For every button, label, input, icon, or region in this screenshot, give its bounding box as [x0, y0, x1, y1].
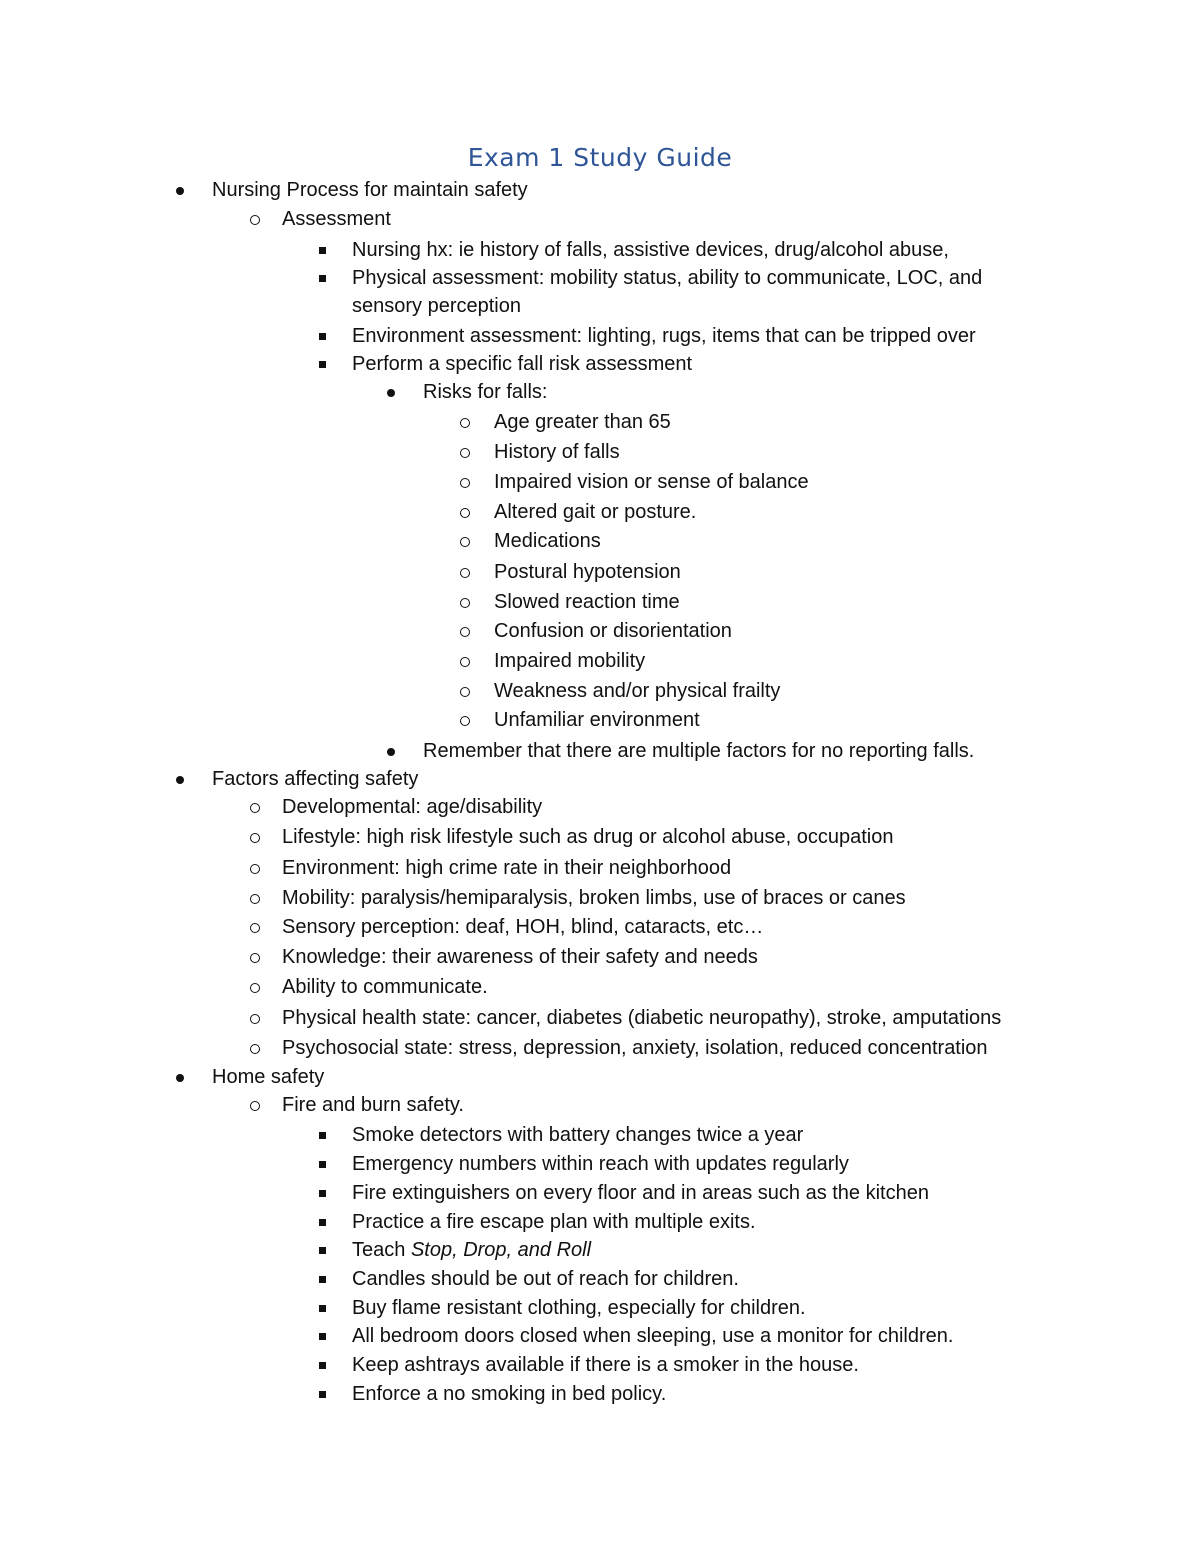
- list-item-text: Environment: high crime rate in their neighborhood: [282, 857, 732, 879]
- filled-circle-bullet-icon: [381, 736, 401, 766]
- square-bullet-icon: [312, 1120, 332, 1150]
- list-item-text: Unfamiliar environment: [494, 709, 700, 731]
- list-item-text: Fire and burn safety.: [282, 1094, 464, 1116]
- hollow-circle-bullet-icon: [245, 792, 265, 822]
- hollow-circle-bullet-icon: [245, 822, 265, 852]
- list-item-text: Remember that there are multiple factors for no reporting falls.: [423, 740, 975, 762]
- section-heading: Factors affecting safety: [212, 768, 419, 790]
- square-bullet-icon: [312, 1178, 332, 1208]
- list-item-text: Perform a specific fall risk assessment: [352, 353, 693, 375]
- square-bullet-icon: [312, 349, 332, 379]
- list-item-text: Physical assessment: mobility status, ability to communicate, LOC, and: [352, 267, 983, 289]
- hollow-circle-bullet-icon: [455, 526, 475, 556]
- teach-italic: Stop, Drop, and Roll: [410, 1239, 592, 1261]
- list-item-text: Smoke detectors with battery changes twice a year: [352, 1124, 804, 1146]
- list-item-text: Emergency numbers within reach with updates regularly: [352, 1153, 849, 1175]
- list-item-text: Risks for falls:: [423, 381, 548, 403]
- hollow-circle-bullet-icon: [455, 616, 475, 646]
- list-item-text: Sensory perception: deaf, HOH, blind, cataracts, etc…: [282, 916, 764, 938]
- list-item-continuation: sensory perception: [352, 295, 521, 317]
- filled-circle-bullet-icon: [170, 1062, 190, 1092]
- square-bullet-icon: [312, 1264, 332, 1294]
- list-item-text: Nursing hx: ie history of falls, assistive devices, drug/alcohol abuse,: [352, 239, 949, 261]
- list-item-text: Enforce a no smoking in bed policy.: [352, 1383, 667, 1405]
- square-bullet-icon: [312, 1207, 332, 1237]
- hollow-circle-bullet-icon: [455, 646, 475, 676]
- hollow-circle-bullet-icon: [245, 883, 265, 913]
- section-heading: Nursing Process for maintain safety: [212, 179, 528, 201]
- hollow-circle-bullet-icon: [455, 676, 475, 706]
- hollow-circle-bullet-icon: [245, 1033, 265, 1063]
- square-bullet-icon: [312, 1350, 332, 1380]
- list-item-text: Impaired mobility: [494, 650, 646, 672]
- filled-circle-bullet-icon: [170, 175, 190, 205]
- list-item-text: Physical health state: cancer, diabetes (diabetic neuropathy), stroke, amputations: [282, 1007, 1002, 1029]
- section-heading: Home safety: [212, 1066, 325, 1088]
- hollow-circle-bullet-icon: [245, 972, 265, 1002]
- list-item-text: Keep ashtrays available if there is a smoker in the house.: [352, 1354, 859, 1376]
- hollow-circle-bullet-icon: [455, 467, 475, 497]
- hollow-circle-bullet-icon: [455, 587, 475, 617]
- hollow-circle-bullet-icon: [455, 705, 475, 735]
- list-item-text: Environment assessment: lighting, rugs, items that can be tripped over: [352, 325, 976, 347]
- square-bullet-icon: [312, 1321, 332, 1351]
- square-bullet-icon: [312, 321, 332, 351]
- square-bullet-icon: [312, 1149, 332, 1179]
- square-bullet-icon: [312, 1235, 332, 1265]
- hollow-circle-bullet-icon: [245, 853, 265, 883]
- square-bullet-icon: [312, 263, 332, 293]
- list-item-text: Ability to communicate.: [282, 976, 488, 998]
- list-item-text: Slowed reaction time: [494, 591, 680, 613]
- list-item-text: Age greater than 65: [494, 411, 671, 433]
- list-item-text: Knowledge: their awareness of their safety and needs: [282, 946, 758, 968]
- list-item-text: Confusion or disorientation: [494, 620, 732, 642]
- list-item-text: Candles should be out of reach for children.: [352, 1268, 739, 1290]
- list-item-text: Mobility: paralysis/hemiparalysis, broken limbs, use of braces or canes: [282, 887, 906, 909]
- hollow-circle-bullet-icon: [245, 204, 265, 234]
- square-bullet-icon: [312, 1379, 332, 1409]
- hollow-circle-bullet-icon: [245, 942, 265, 972]
- list-item-text: Developmental: age/disability: [282, 796, 543, 818]
- filled-circle-bullet-icon: [381, 377, 401, 407]
- list-item-text: History of falls: [494, 441, 620, 463]
- list-item-text: Altered gait or posture.: [494, 501, 697, 523]
- list-item-text: Buy flame resistant clothing, especially for children.: [352, 1297, 806, 1319]
- teach-prefix: Teach: [352, 1239, 411, 1261]
- list-item-text: Assessment: [282, 208, 391, 230]
- hollow-circle-bullet-icon: [245, 1003, 265, 1033]
- hollow-circle-bullet-icon: [455, 497, 475, 527]
- hollow-circle-bullet-icon: [455, 437, 475, 467]
- list-item-text: Weakness and/or physical frailty: [494, 680, 781, 702]
- page-title: Exam 1 Study Guide: [467, 143, 733, 172]
- list-item-text: Psychosocial state: stress, depression, anxiety, isolation, reduced concentration: [282, 1037, 988, 1059]
- list-item-text: Impaired vision or sense of balance: [494, 471, 809, 493]
- list-item-text: Practice a fire escape plan with multiple exits.: [352, 1211, 756, 1233]
- list-item-text: Fire extinguishers on every floor and in areas such as the kitchen: [352, 1182, 929, 1204]
- hollow-circle-bullet-icon: [455, 557, 475, 587]
- filled-circle-bullet-icon: [170, 764, 190, 794]
- list-item-text: Postural hypotension: [494, 561, 681, 583]
- square-bullet-icon: [312, 1293, 332, 1323]
- square-bullet-icon: [312, 235, 332, 265]
- list-item-text: Lifestyle: high risk lifestyle such as drug or alcohol abuse, occupation: [282, 826, 894, 848]
- hollow-circle-bullet-icon: [455, 407, 475, 437]
- list-item-text: [352, 1235, 591, 1265]
- list-item-text: All bedroom doors closed when sleeping, use a monitor for children.: [352, 1325, 954, 1347]
- list-item-text: Medications: [494, 530, 601, 552]
- hollow-circle-bullet-icon: [245, 912, 265, 942]
- hollow-circle-bullet-icon: [245, 1090, 265, 1120]
